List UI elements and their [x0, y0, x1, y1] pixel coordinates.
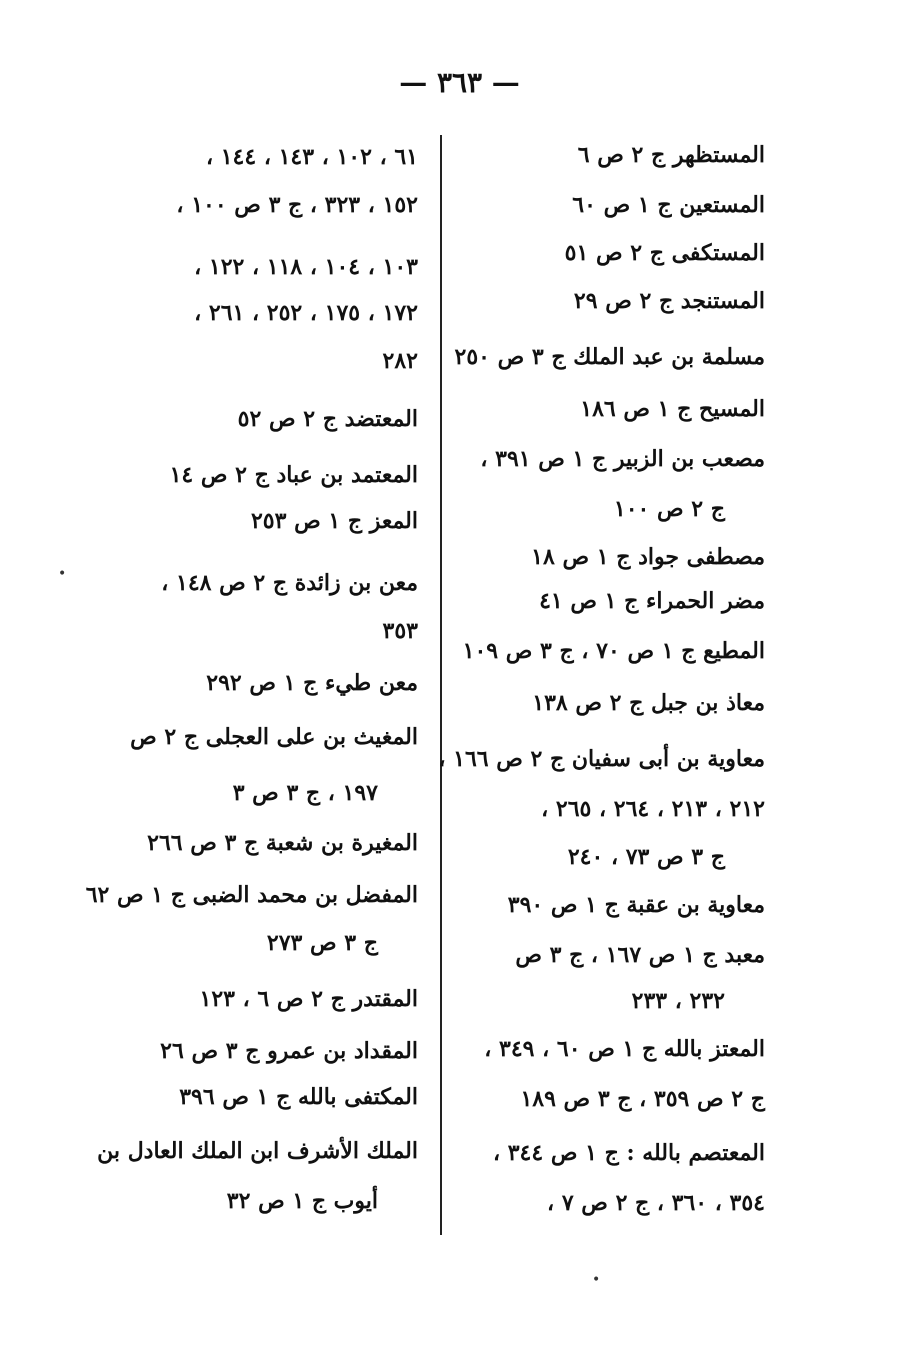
index-entry: المعتصم بالله : ج ١ ص ٣٤٤ ، — [492, 1140, 765, 1166]
index-entry: ١٩٧ ، ج ٣ ص ٣ — [232, 780, 378, 806]
index-entry: المستكفى ج ٢ ص ٥١ — [564, 240, 765, 266]
page-number: — ٣٦٣ — — [399, 66, 520, 99]
index-entry: المستظهر ج ٢ ص ٦ — [577, 142, 765, 168]
index-entry: ١٠٣ ، ١٠٤ ، ١١٨ ، ١٢٢ ، — [194, 254, 418, 280]
index-entry: المسيح ج ١ ص ١٨٦ — [580, 396, 765, 422]
index-entry: ٣٥٤ ، ٣٦٠ ، ج ٢ ص ٧ ، — [547, 1190, 765, 1216]
index-entry: ج ٢ ص ١٠٠ — [613, 496, 725, 522]
index-entry: المعتمد بن عباد ج ٢ ص ١٤ — [169, 462, 418, 488]
index-entry: المعتز بالله ج ١ ص ٦٠ ، ٣٤٩ ، — [484, 1036, 765, 1062]
right-column — [438, 0, 765, 1352]
index-entry: المغيث بن على العجلى ج ٢ ص — [130, 724, 418, 750]
index-entry: المقداد بن عمرو ج ٣ ص ٢٦ — [160, 1038, 418, 1064]
index-entry: ٢٨٢ — [382, 348, 418, 374]
index-entry: المعتضد ج ٢ ص ٥٢ — [237, 406, 418, 432]
column-divider — [440, 135, 442, 1235]
index-entry: ٢١٢ ، ٢١٣ ، ٢٦٤ ، ٢٦٥ ، — [541, 796, 765, 822]
index-entry: المعز ج ١ ص ٢٥٣ — [250, 508, 418, 534]
index-entry: مسلمة بن عبد الملك ج ٣ ص ٢٥٠ — [454, 344, 765, 370]
index-entry: ٦١ ، ١٠٢ ، ١٤٣ ، ١٤٤ ، — [205, 144, 418, 170]
index-entry: معن بن زائدة ج ٢ ص ١٤٨ ، — [161, 570, 418, 596]
index-entry: الملك الأشرف ابن الملك العادل بن — [97, 1138, 418, 1164]
index-entry: معن طيء ج ١ ص ٢٩٢ — [206, 670, 418, 696]
index-entry: ٢٣٢ ، ٢٣٣ — [631, 988, 725, 1014]
index-entry: معاوية بن عقبة ج ١ ص ٣٩٠ — [507, 892, 765, 918]
index-entry: ١٧٢ ، ١٧٥ ، ٢٥٢ ، ٢٦١ ، — [194, 300, 418, 326]
index-entry: المستعين ج ١ ص ٦٠ — [572, 192, 765, 218]
index-entry: ج ٢ ص ٣٥٩ ، ج ٣ ص ١٨٩ — [520, 1086, 765, 1112]
index-entry: المقتدر ج ٢ ص ٦ ، ١٢٣ — [199, 986, 418, 1012]
left-column — [85, 0, 418, 1352]
index-entry: مصطفى جواد ج ١ ص ١٨ — [531, 544, 765, 570]
index-entry: المغيرة بن شعبة ج ٣ ص ٢٦٦ — [147, 830, 418, 856]
index-entry: ج ٣ ص ٢٧٣ — [266, 930, 378, 956]
index-entry: المطيع ج ١ ص ٧٠ ، ج ٣ ص ١٠٩ — [462, 638, 765, 664]
index-entry: معاذ بن جبل ج ٢ ص ١٣٨ — [532, 690, 765, 716]
index-entry: مضر الحمراء ج ١ ص ٤١ — [539, 588, 765, 614]
index-entry: ١٥٢ ، ٣٢٣ ، ج ٣ ص ١٠٠ ، — [176, 192, 418, 218]
stray-dot: • — [592, 1272, 601, 1288]
index-entry: أيوب ج ١ ص ٣٢ — [226, 1188, 378, 1214]
index-entry: مصعب بن الزبير ج ١ ص ٣٩١ ، — [480, 446, 765, 472]
index-entry: معاوية بن أبى سفيان ج ٢ ص ١٦٦ ، — [438, 746, 765, 772]
index-entry: المفضل بن محمد الضبى ج ١ ص ٦٢ — [85, 882, 418, 908]
index-entry: المكتفى بالله ج ١ ص ٣٩٦ — [179, 1084, 418, 1110]
stray-dot: • — [58, 566, 67, 582]
index-entry: ج ٣ ص ٧٣ ، ٢٤٠ — [567, 844, 725, 870]
index-entry: معبد ج ١ ص ١٦٧ ، ج ٣ ص — [515, 942, 765, 968]
index-entry: المستنجد ج ٢ ص ٢٩ — [573, 288, 765, 314]
index-entry: ٣٥٣ — [382, 618, 418, 644]
